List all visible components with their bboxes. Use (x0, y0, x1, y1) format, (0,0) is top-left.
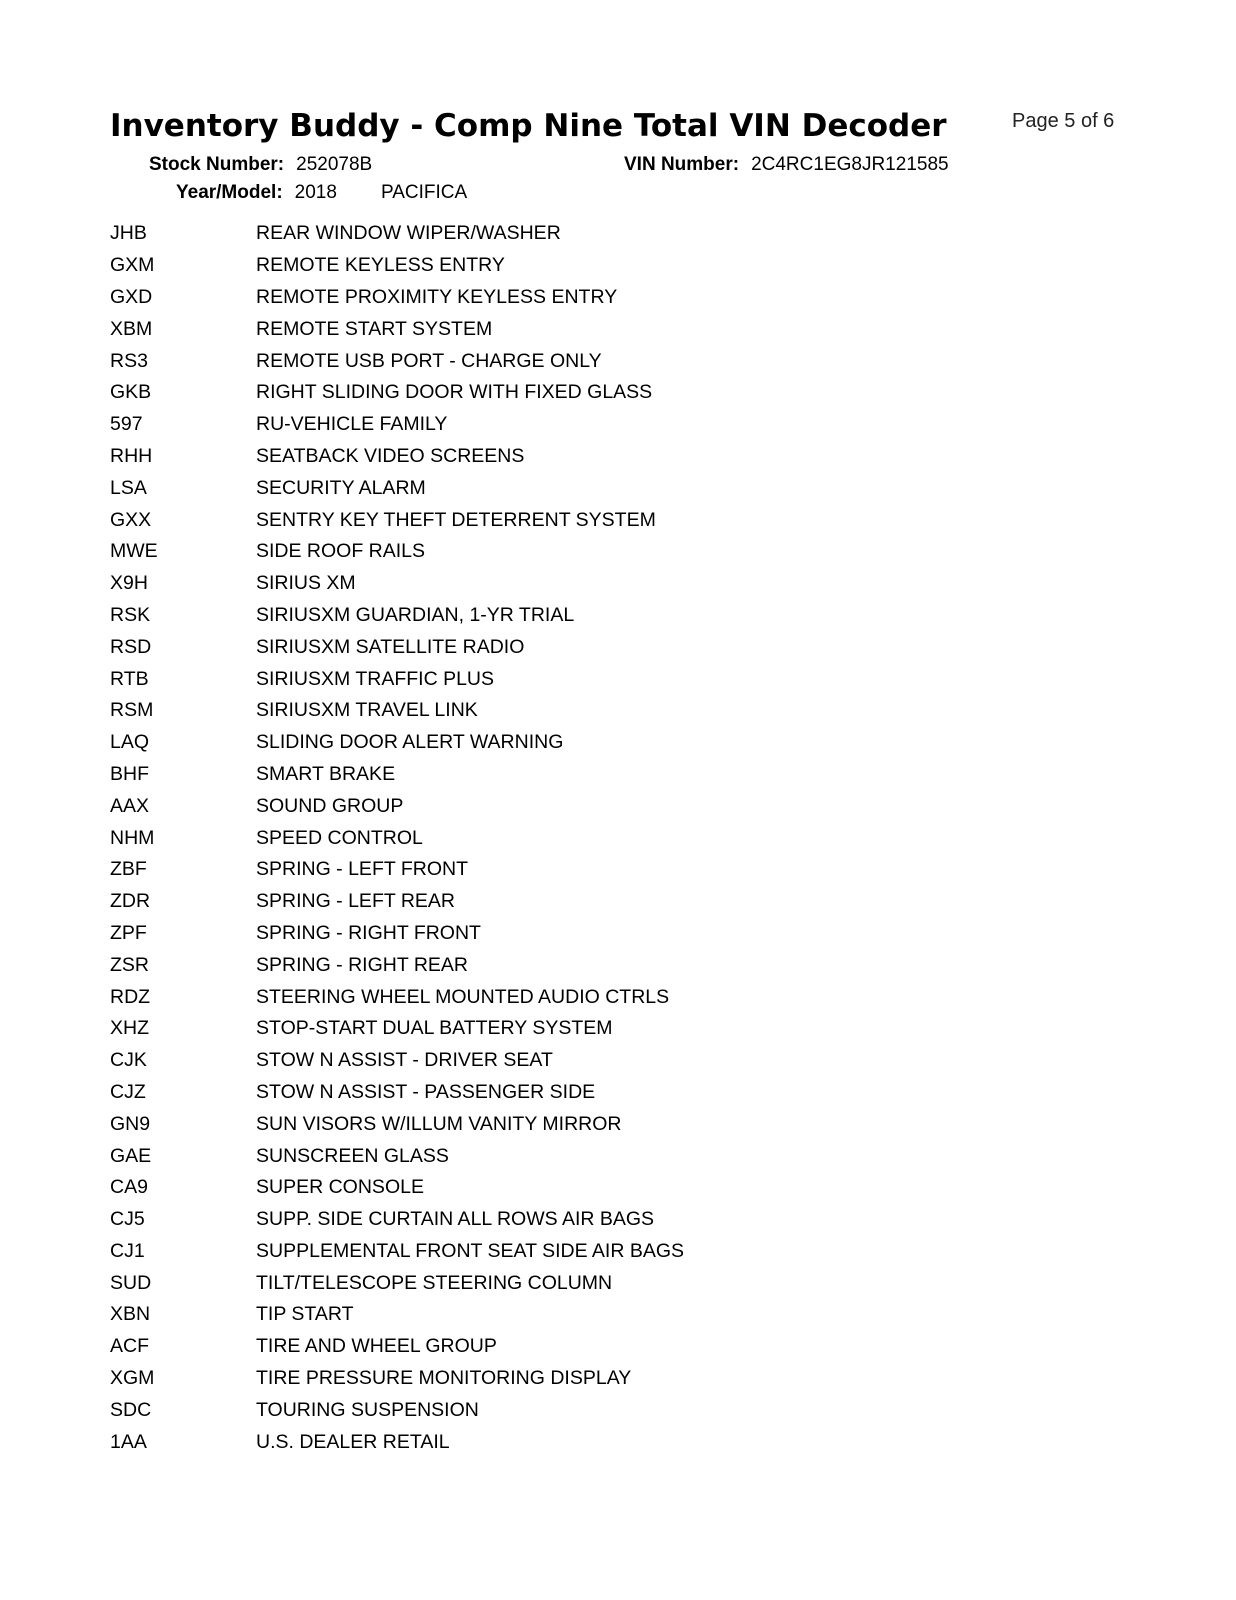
option-code: GKB (110, 381, 152, 404)
option-description: TOURING SUSPENSION (256, 1398, 479, 1421)
option-row (110, 1331, 684, 1363)
option-row (110, 441, 684, 473)
option-description: SIRIUS XM (256, 572, 356, 595)
option-row (110, 250, 684, 282)
option-code: RHH (110, 444, 153, 467)
option-description: REMOTE KEYLESS ENTRY (256, 254, 505, 277)
option-description: SMART BRAKE (256, 762, 396, 785)
vin-number-label: VIN Number: (624, 154, 740, 175)
option-code: RDZ (110, 985, 151, 1008)
option-code: ZSR (110, 953, 149, 976)
option-row (110, 1108, 684, 1140)
option-code: RS3 (110, 349, 148, 372)
option-code: LAQ (110, 731, 150, 754)
option-description: STEERING WHEEL MOUNTED AUDIO CTRLS (256, 985, 670, 1008)
option-description: STOW N ASSIST - PASSENGER SIDE (256, 1080, 596, 1103)
option-code: ZPF (110, 921, 147, 944)
option-description: SPRING - LEFT REAR (256, 890, 456, 913)
option-code-list (110, 218, 684, 1458)
option-description: SPRING - RIGHT FRONT (256, 921, 481, 944)
year-value: 2018 (294, 182, 337, 203)
option-row (110, 949, 684, 981)
option-description: SIRIUSXM SATELLITE RADIO (256, 635, 525, 658)
option-code: ACF (110, 1335, 149, 1358)
option-row (110, 568, 684, 600)
stock-number-value: 252078B (296, 154, 373, 175)
option-row (110, 1140, 684, 1172)
option-description: SIDE ROOF RAILS (256, 540, 426, 563)
option-code: CJZ (110, 1080, 146, 1103)
option-description: SEATBACK VIDEO SCREENS (256, 444, 525, 467)
option-row (110, 409, 684, 441)
option-code: RTB (110, 667, 149, 690)
option-code: X9H (110, 572, 148, 595)
option-row (110, 1077, 684, 1109)
option-description: REAR WINDOW WIPER/WASHER (256, 222, 561, 245)
option-row (110, 345, 684, 377)
option-description: SIRIUSXM TRAVEL LINK (256, 699, 478, 722)
option-row (110, 377, 684, 409)
option-description: RU-VEHICLE FAMILY (256, 413, 448, 436)
stock-number-line (149, 154, 372, 176)
option-row (110, 504, 684, 536)
option-description: SPRING - LEFT FRONT (256, 858, 468, 881)
option-code: RSD (110, 635, 152, 658)
option-code: XGM (110, 1367, 155, 1390)
model-value: PACIFICA (380, 182, 468, 203)
option-description: SIRIUSXM GUARDIAN, 1-YR TRIAL (256, 603, 575, 626)
option-row (110, 1204, 684, 1236)
option-description: SIRIUSXM TRAFFIC PLUS (256, 667, 495, 690)
option-row (110, 1236, 684, 1268)
option-code: GXD (110, 285, 153, 308)
option-row (110, 631, 684, 663)
option-row (110, 759, 684, 791)
option-description: SLIDING DOOR ALERT WARNING (256, 731, 564, 754)
option-code: SDC (110, 1398, 152, 1421)
option-description: U.S. DEALER RETAIL (256, 1430, 450, 1453)
year-model-label: Year/Model: (176, 182, 283, 203)
option-code: GN9 (110, 1112, 151, 1135)
option-code: AAX (110, 794, 150, 817)
option-description: SOUND GROUP (256, 794, 404, 817)
option-description: SUN VISORS W/ILLUM VANITY MIRROR (256, 1112, 622, 1135)
option-row (110, 663, 684, 695)
option-row (110, 886, 684, 918)
option-row (110, 600, 684, 632)
option-code: CA9 (110, 1176, 148, 1199)
vin-number-line (624, 154, 949, 176)
option-code: CJ5 (110, 1208, 145, 1231)
option-row (110, 1045, 684, 1077)
option-code: LSA (110, 476, 147, 499)
option-code: ZDR (110, 890, 151, 913)
option-description: SUNSCREEN GLASS (256, 1144, 449, 1167)
option-row (110, 695, 684, 727)
option-description: TIP START (256, 1303, 354, 1326)
option-row (110, 218, 684, 250)
option-description: SPRING - RIGHT REAR (256, 953, 468, 976)
option-description: SUPER CONSOLE (256, 1176, 424, 1199)
option-code: MWE (110, 540, 158, 563)
option-description: RIGHT SLIDING DOOR WITH FIXED GLASS (256, 381, 653, 404)
option-description: SPEED CONTROL (256, 826, 423, 849)
option-description: STOW N ASSIST - DRIVER SEAT (256, 1049, 553, 1072)
option-code: JHB (110, 222, 147, 245)
option-code: XHZ (110, 1017, 149, 1040)
option-code: CJK (110, 1049, 147, 1072)
option-description: SECURITY ALARM (256, 476, 426, 499)
option-description: TIRE AND WHEEL GROUP (256, 1335, 497, 1358)
option-row (110, 1394, 684, 1426)
option-row (110, 313, 684, 345)
option-code: XBM (110, 317, 153, 340)
option-row (110, 1267, 684, 1299)
option-code: GXM (110, 254, 155, 277)
option-description: TIRE PRESSURE MONITORING DISPLAY (256, 1367, 632, 1390)
option-description: SUPPLEMENTAL FRONT SEAT SIDE AIR BAGS (256, 1239, 685, 1262)
option-code: RSK (110, 603, 151, 626)
option-code: 1AA (110, 1430, 147, 1453)
stock-number-label: Stock Number: (149, 154, 285, 175)
option-row (110, 822, 684, 854)
page-number: Page 5 of 6 (1012, 110, 1115, 132)
option-code: CJ1 (110, 1239, 145, 1262)
page-title: Inventory Buddy - Comp Nine Total VIN Decoder (110, 108, 947, 144)
option-row (110, 1363, 684, 1395)
option-code: BHF (110, 762, 149, 785)
option-row (110, 1172, 684, 1204)
option-row (110, 1426, 684, 1458)
option-code: SUD (110, 1271, 152, 1294)
option-row (110, 536, 684, 568)
option-row (110, 472, 684, 504)
option-code: RSM (110, 699, 154, 722)
option-description: REMOTE PROXIMITY KEYLESS ENTRY (256, 285, 618, 308)
option-code: ZBF (110, 858, 147, 881)
vin-number-value: 2C4RC1EG8JR121585 (751, 154, 949, 175)
option-code: GXX (110, 508, 152, 531)
option-row (110, 282, 684, 314)
option-description: REMOTE START SYSTEM (256, 317, 493, 340)
option-code: NHM (110, 826, 155, 849)
option-description: REMOTE USB PORT - CHARGE ONLY (256, 349, 602, 372)
option-code: 597 (110, 413, 143, 436)
option-row (110, 790, 684, 822)
option-row (110, 1299, 684, 1331)
option-row (110, 981, 684, 1013)
option-description: STOP-START DUAL BATTERY SYSTEM (256, 1017, 613, 1040)
option-description: SENTRY KEY THEFT DETERRENT SYSTEM (256, 508, 656, 531)
option-description: SUPP. SIDE CURTAIN ALL ROWS AIR BAGS (256, 1208, 655, 1231)
option-code: GAE (110, 1144, 152, 1167)
option-description: TILT/TELESCOPE STEERING COLUMN (256, 1271, 613, 1294)
option-row (110, 918, 684, 950)
option-row (110, 727, 684, 759)
year-model-line (176, 182, 467, 204)
option-row (110, 854, 684, 886)
option-row (110, 1013, 684, 1045)
option-code: XBN (110, 1303, 151, 1326)
